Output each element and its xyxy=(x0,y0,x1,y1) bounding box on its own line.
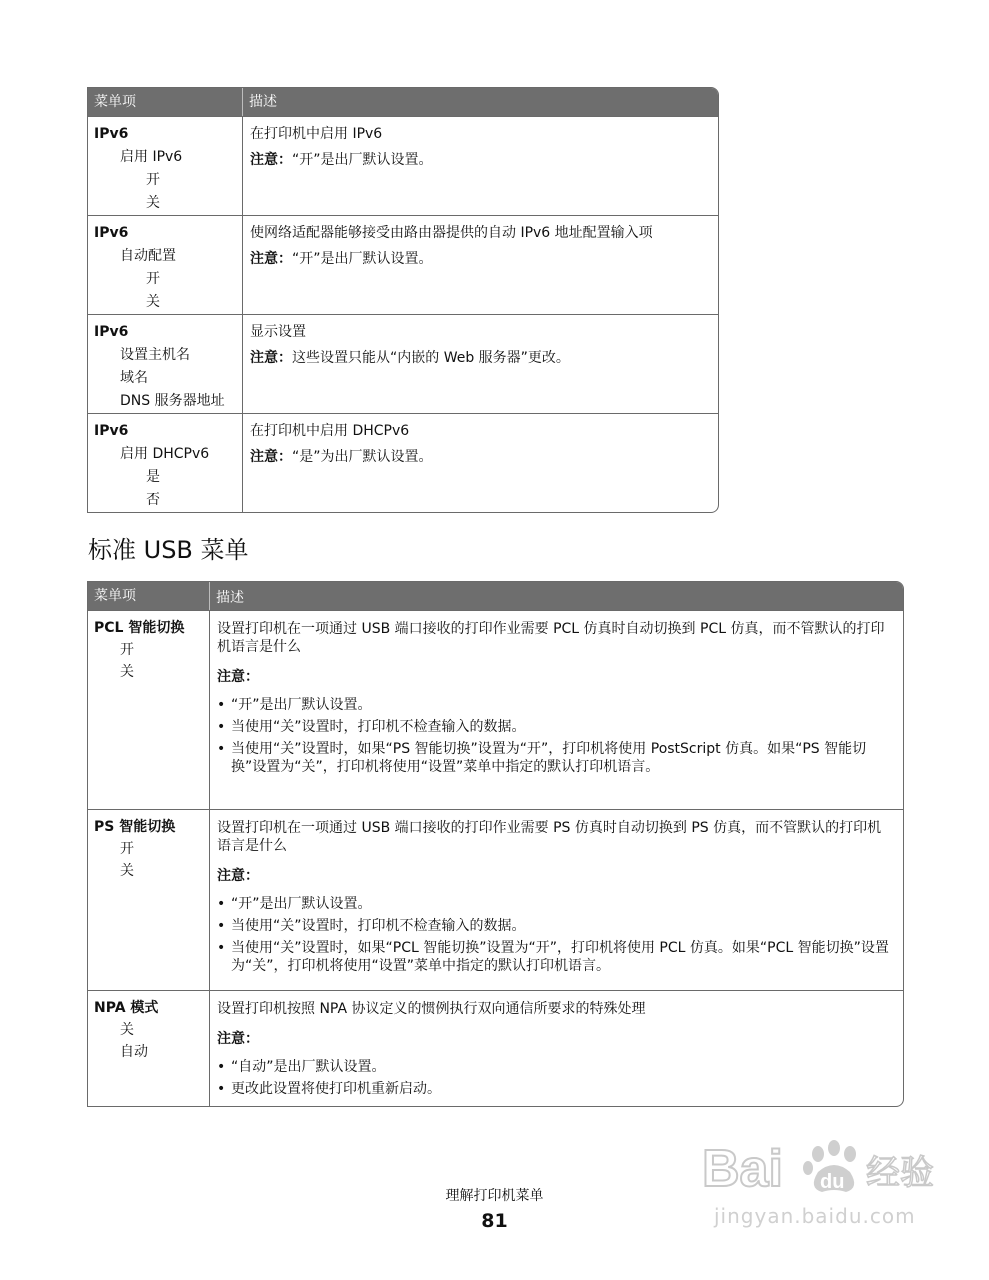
menu-item-title: IPv6 xyxy=(94,225,129,241)
description-text: 显示设置 xyxy=(250,324,306,340)
note-text: “开”是出厂默认设置。 xyxy=(292,251,433,267)
svg-text:du: du xyxy=(820,1171,845,1193)
description-text: 设置打印机按照 NPA 协议定义的惯例执行双向通信所要求的特殊处理 xyxy=(217,1001,646,1017)
header-description: 描述 xyxy=(249,94,277,110)
svg-text:Bai: Bai xyxy=(702,1140,783,1198)
description-cell xyxy=(243,216,717,314)
table-header xyxy=(88,582,903,610)
table-row xyxy=(88,990,903,1106)
note-label: 注意： xyxy=(217,669,259,685)
note-label: 注意： xyxy=(217,868,259,884)
table-row xyxy=(88,413,718,512)
description-cell xyxy=(210,991,902,1106)
menu-option: 关 xyxy=(120,664,134,680)
note xyxy=(250,446,709,468)
menu-option: 关 xyxy=(120,863,134,879)
menu-item-title: IPv6 xyxy=(94,423,129,439)
note-label: 注意： xyxy=(250,350,292,366)
svg-text:经验: 经验 xyxy=(866,1153,934,1193)
list-item: • “开”是出厂默认设置。 xyxy=(217,696,894,714)
baidu-watermark xyxy=(700,1128,940,1248)
menu-item-title: IPv6 xyxy=(94,324,129,340)
menu-option: 关 xyxy=(146,195,160,211)
menu-option: 是 xyxy=(146,469,160,485)
section-title-text: 标准 USB 菜单 xyxy=(88,536,249,564)
menu-item-sub: 自动配置 xyxy=(120,248,176,264)
header-menu-item: 菜单项 xyxy=(88,88,243,116)
description-cell xyxy=(243,315,717,413)
watermark-url: jingyan.baidu.com xyxy=(714,1204,916,1228)
table-header xyxy=(88,88,718,116)
note-label: 注意： xyxy=(217,1031,259,1047)
description-text: 在打印机中启用 IPv6 xyxy=(250,126,383,142)
usb-menu-table xyxy=(87,581,904,1107)
section-title xyxy=(88,530,249,565)
baidu-paw-logo-icon xyxy=(700,1128,940,1204)
list-item: • 当使用“关”设置时，打印机不检查输入的数据。 xyxy=(217,718,894,736)
menu-option: 关 xyxy=(120,1022,134,1038)
menu-option: 否 xyxy=(146,492,160,508)
menu-item-title: IPv6 xyxy=(94,126,129,142)
menu-option: 自动 xyxy=(120,1044,148,1060)
page-number: 81 xyxy=(481,1210,508,1232)
description-cell xyxy=(210,810,902,990)
ipv6-menu-table xyxy=(87,87,719,513)
description-text: 在打印机中启用 DHCPv6 xyxy=(250,423,410,439)
note-label: 注意： xyxy=(250,449,292,465)
menu-item-cell xyxy=(88,414,243,512)
header-description: 描述 xyxy=(216,589,244,606)
menu-item-cell xyxy=(88,810,210,990)
description-cell xyxy=(243,117,717,215)
note-text: “开”是出厂默认设置。 xyxy=(292,152,433,168)
note xyxy=(250,149,709,171)
description-text: 设置打印机在一项通过 USB 端口接收的打印作业需要 PS 仿真时自动切换到 PS 仿真，而不管默认的打印机语言是什么 xyxy=(217,820,882,854)
list-item: • 当使用“关”设置时，如果“PS 智能切换”设置为“开”，打印机将使用 PostScript 仿真。如果“PS 智能切换”设置为“关”，打印机将使用“设置”菜单中指定的默认打印机语言。 xyxy=(217,740,894,776)
note xyxy=(250,248,709,270)
menu-option: 开 xyxy=(120,841,134,857)
menu-item-sub: DNS 服务器地址 xyxy=(120,393,225,409)
description-text: 设置打印机在一项通过 USB 端口接收的打印作业需要 PCL 仿真时自动切换到 PCL 仿真，而不管默认的打印机语言是什么 xyxy=(217,621,885,655)
description-cell xyxy=(210,611,902,809)
table-row xyxy=(88,116,718,215)
menu-item-sub: 域名 xyxy=(120,370,148,386)
list-item: • 更改此设置将使打印机重新启动。 xyxy=(217,1080,894,1098)
note-label: 注意： xyxy=(250,152,292,168)
menu-item-cell xyxy=(88,315,243,413)
menu-item-cell xyxy=(88,216,243,314)
list-item: • 当使用“关”设置时，如果“PCL 智能切换”设置为“开”，打印机将使用 PCL 仿真。如果“PCL 智能切换”设置为“关”，打印机将使用“设置”菜单中指定的默认打印机语言。 xyxy=(217,939,894,975)
table-row xyxy=(88,809,903,990)
menu-item-title: NPA 模式 xyxy=(94,1000,159,1016)
table-row xyxy=(88,215,718,314)
list-item: • “自动”是出厂默认设置。 xyxy=(217,1058,894,1076)
menu-option: 开 xyxy=(120,642,134,658)
menu-option: 开 xyxy=(146,172,160,188)
menu-item-title: PCL 智能切换 xyxy=(94,620,185,636)
note-label: 注意： xyxy=(250,251,292,267)
note-list xyxy=(217,895,894,975)
note-text: “是”为出厂默认设置。 xyxy=(292,449,433,465)
menu-item-cell xyxy=(88,117,243,215)
table-row xyxy=(88,314,718,413)
description-cell xyxy=(243,414,717,512)
note xyxy=(250,347,709,369)
note-list xyxy=(217,1058,894,1098)
menu-item-cell xyxy=(88,991,210,1106)
menu-item-sub: 设置主机名 xyxy=(120,347,190,363)
menu-option: 开 xyxy=(146,271,160,287)
list-item: • 当使用“关”设置时，打印机不检查输入的数据。 xyxy=(217,917,894,935)
menu-item-cell xyxy=(88,611,210,809)
menu-item-sub: 启用 DHCPv6 xyxy=(120,446,210,462)
menu-option: 关 xyxy=(146,294,160,310)
description-text: 使网络适配器能够接受由路由器提供的自动 IPv6 地址配置输入项 xyxy=(250,225,653,241)
note-text: 这些设置只能从“内嵌的 Web 服务器”更改。 xyxy=(292,350,570,366)
menu-item-title: PS 智能切换 xyxy=(94,819,176,835)
footer-section-label: 理解打印机菜单 xyxy=(445,1188,544,1204)
header-menu-item: 菜单项 xyxy=(88,582,210,610)
menu-item-sub: 启用 IPv6 xyxy=(120,149,183,165)
note-list xyxy=(217,696,894,776)
list-item: • “开”是出厂默认设置。 xyxy=(217,895,894,913)
table-row xyxy=(88,610,903,809)
